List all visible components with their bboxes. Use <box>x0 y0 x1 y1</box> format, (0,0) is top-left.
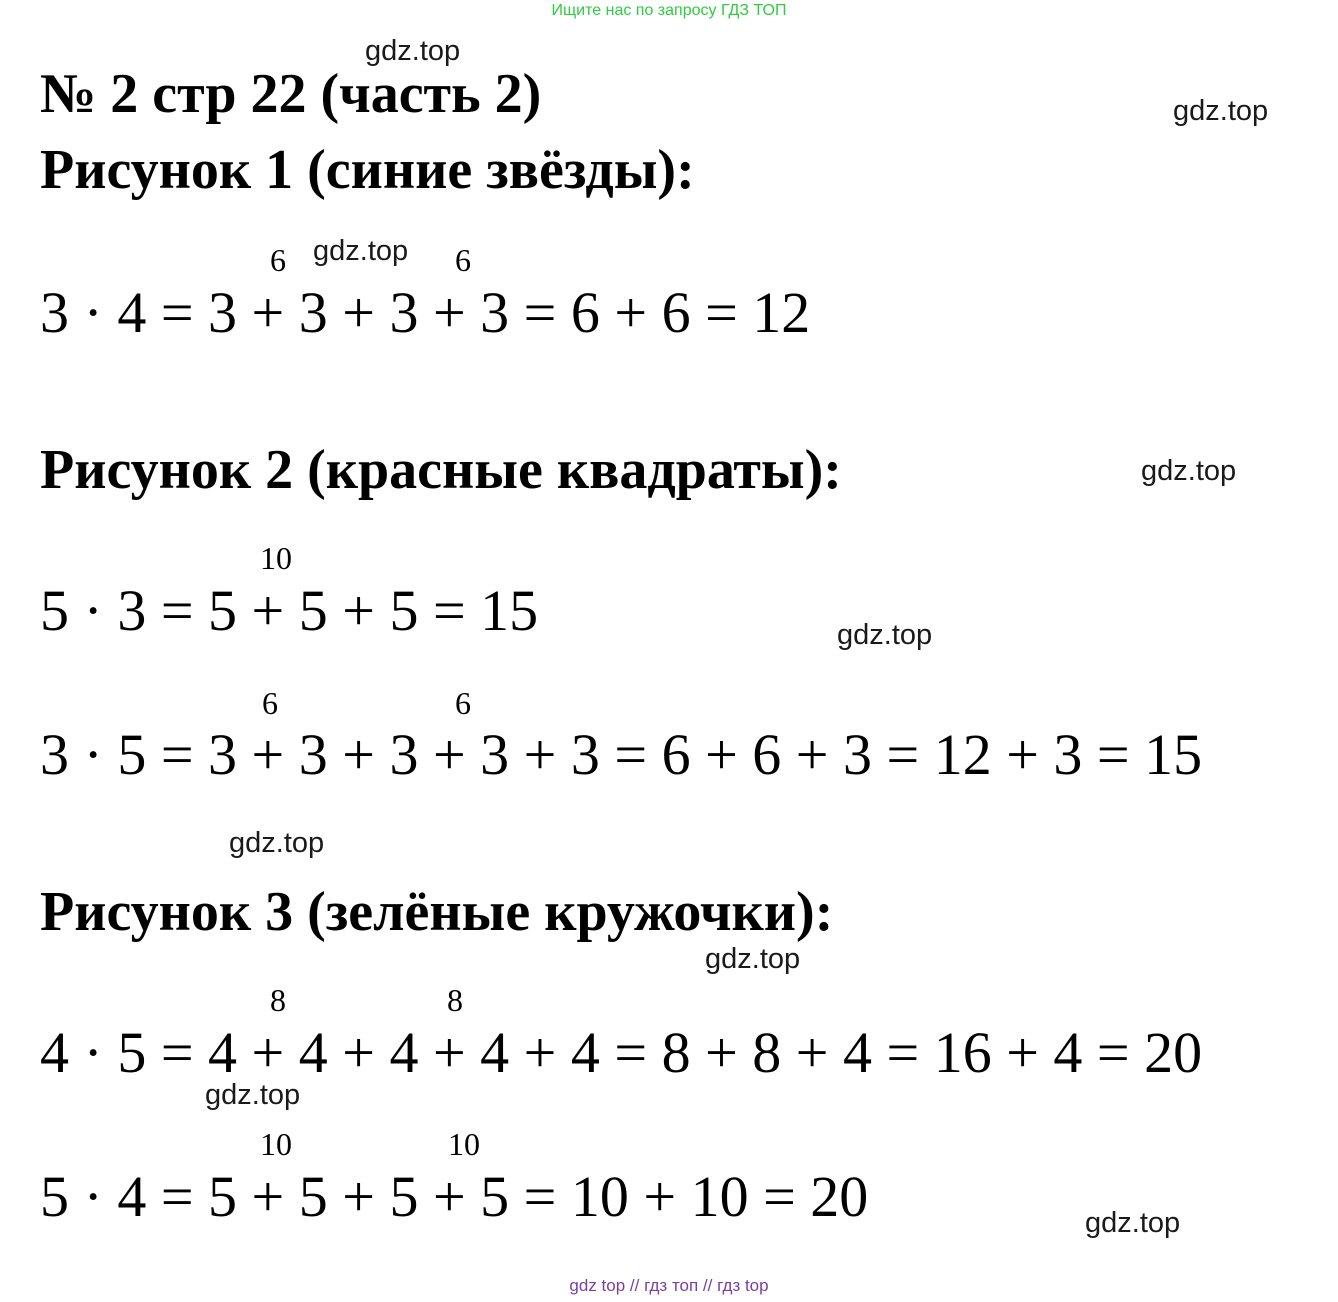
section-2-eq-1: 5 · 3 = 5 + 5 + 5 = 15 <box>40 578 539 643</box>
section-1-eq-1: 3 · 4 = 3 + 3 + 3 + 3 = 6 + 6 = 12 <box>40 280 811 345</box>
watermark: gdz.top <box>705 943 801 975</box>
footer-links: gdz top // гдз топ // гдз top <box>569 1276 769 1295</box>
section-2-heading: Рисунок 2 (красные квадраты): <box>40 439 842 501</box>
watermark: gdz.top <box>229 827 325 859</box>
section-3-eq-2-sup-a: 10 <box>260 1126 292 1162</box>
section-2-eq-1-sup-a: 10 <box>260 540 292 576</box>
section-2-eq-2-sup-b: 6 <box>455 685 471 721</box>
watermark: gdz.top <box>205 1079 301 1111</box>
section-3-heading: Рисунок 3 (зелёные кружочки): <box>40 881 834 943</box>
watermark: gdz.top <box>837 619 933 651</box>
page-title: № 2 стр 22 (часть 2) <box>40 63 542 125</box>
section-3-eq-1: 4 · 5 = 4 + 4 + 4 + 4 + 4 = 8 + 8 + 4 = 16 + 4 = 20 <box>40 1020 1203 1085</box>
section-3-eq-2: 5 · 4 = 5 + 5 + 5 + 5 = 10 + 10 = 20 <box>40 1164 869 1229</box>
section-3-eq-1-sup-a: 8 <box>270 982 286 1018</box>
watermark: gdz.top <box>1085 1207 1181 1239</box>
section-2-eq-2: 3 · 5 = 3 + 3 + 3 + 3 + 3 = 6 + 6 + 3 = 12 + 3 = 15 <box>40 722 1203 787</box>
section-2-eq-2-sup-a: 6 <box>262 685 278 721</box>
section-3-eq-1-sup-b: 8 <box>447 982 463 1018</box>
watermark: gdz.top <box>1173 95 1269 127</box>
section-1-heading: Рисунок 1 (синие звёзды): <box>40 139 695 201</box>
watermark: gdz.top <box>313 235 409 267</box>
top-banner: Ищите нас по запросу ГДЗ ТОП <box>551 2 787 19</box>
section-3-eq-2-sup-b: 10 <box>448 1126 480 1162</box>
section-1-eq-1-sup-a: 6 <box>270 242 286 278</box>
section-1-eq-1-sup-b: 6 <box>455 242 471 278</box>
watermark: gdz.top <box>365 35 461 67</box>
watermark: gdz.top <box>1141 455 1237 487</box>
